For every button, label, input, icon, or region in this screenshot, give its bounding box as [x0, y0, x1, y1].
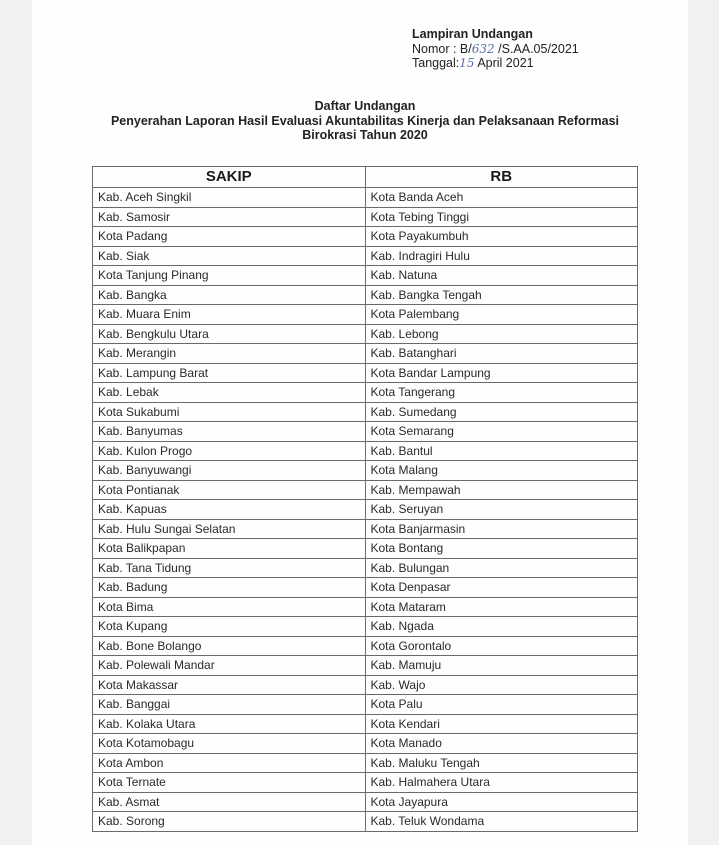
rb-cell: Kab. Bulungan — [365, 558, 638, 578]
table-row — [93, 597, 638, 617]
table-row — [93, 656, 638, 676]
sakip-cell: Kota Bima — [93, 597, 366, 617]
sakip-cell: Kab. Samosir — [93, 207, 366, 227]
letter-date — [412, 56, 579, 71]
rb-cell: Kab. Bantul — [365, 441, 638, 461]
sakip-cell: Kab. Badung — [93, 578, 366, 598]
rb-cell: Kota Palu — [365, 695, 638, 715]
table-row — [93, 324, 638, 344]
rb-cell: Kab. Mempawah — [365, 480, 638, 500]
sakip-cell: Kota Sukabumi — [93, 402, 366, 422]
rb-cell: Kota Bandar Lampung — [365, 363, 638, 383]
invitation-table — [92, 166, 638, 832]
sakip-cell: Kab. Kapuas — [93, 500, 366, 520]
rb-cell: Kab. Teluk Wondama — [365, 812, 638, 832]
sakip-cell: Kota Makassar — [93, 675, 366, 695]
table-row — [93, 519, 638, 539]
sakip-cell: Kab. Kolaka Utara — [93, 714, 366, 734]
sakip-cell: Kota Balikpapan — [93, 539, 366, 559]
sakip-cell: Kota Tanjung Pinang — [93, 266, 366, 286]
table-header-row — [93, 167, 638, 188]
rb-cell: Kab. Wajo — [365, 675, 638, 695]
table-row — [93, 695, 638, 715]
table-row — [93, 636, 638, 656]
table-row — [93, 461, 638, 481]
sakip-cell: Kota Pontianak — [93, 480, 366, 500]
rb-cell: Kota Bontang — [365, 539, 638, 559]
table-row — [93, 753, 638, 773]
rb-cell: Kab. Bangka Tengah — [365, 285, 638, 305]
sakip-cell: Kab. Banyuwangi — [93, 461, 366, 481]
sakip-cell: Kab. Banggai — [93, 695, 366, 715]
table-row — [93, 344, 638, 364]
rb-cell: Kota Tebing Tinggi — [365, 207, 638, 227]
rb-cell: Kab. Maluku Tengah — [365, 753, 638, 773]
table-row — [93, 675, 638, 695]
rb-cell: Kab. Sumedang — [365, 402, 638, 422]
sakip-cell: Kab. Hulu Sungai Selatan — [93, 519, 366, 539]
rb-cell: Kota Manado — [365, 734, 638, 754]
document-heading — [92, 99, 638, 143]
sakip-cell: Kab. Asmat — [93, 792, 366, 812]
sakip-cell: Kota Ternate — [93, 773, 366, 793]
rb-cell: Kota Kendari — [365, 714, 638, 734]
letter-number — [412, 42, 579, 57]
table-row — [93, 773, 638, 793]
sakip-cell: Kab. Sorong — [93, 812, 366, 832]
attachment-title: Lampiran Undangan — [412, 27, 533, 41]
table-row — [93, 266, 638, 286]
rb-cell: Kab. Mamuju — [365, 656, 638, 676]
table-row — [93, 812, 638, 832]
table-row — [93, 578, 638, 598]
rb-cell: Kota Tangerang — [365, 383, 638, 403]
sakip-cell: Kab. Aceh Singkil — [93, 188, 366, 208]
sakip-cell: Kab. Siak — [93, 246, 366, 266]
table-row — [93, 714, 638, 734]
sakip-cell: Kab. Kulon Progo — [93, 441, 366, 461]
rb-cell: Kota Jayapura — [365, 792, 638, 812]
heading-line-2: Penyerahan Laporan Hasil Evaluasi Akuntabilitas Kinerja dan Pelaksanaan Reformasi — [110, 113, 620, 128]
table-row — [93, 734, 638, 754]
letter-number-label: Nomor : B/ — [412, 41, 472, 56]
column-header-sakip: SAKIP — [93, 167, 366, 188]
sakip-cell: Kab. Tana Tidung — [93, 558, 366, 578]
table-row — [93, 285, 638, 305]
sakip-cell: Kab. Bangka — [93, 285, 366, 305]
table-row — [93, 422, 638, 442]
table-body — [93, 188, 638, 832]
sakip-cell: Kota Kotamobagu — [93, 734, 366, 754]
table-row — [93, 539, 638, 559]
sakip-cell: Kab. Muara Enim — [93, 305, 366, 325]
sakip-cell: Kab. Polewali Mandar — [93, 656, 366, 676]
rb-cell: Kota Mataram — [365, 597, 638, 617]
rb-cell: Kota Banjarmasin — [365, 519, 638, 539]
heading-line-3: Birokrasi Tahun 2020 — [302, 128, 428, 142]
table-row — [93, 558, 638, 578]
rb-cell: Kota Payakumbuh — [365, 227, 638, 247]
table-row — [93, 246, 638, 266]
sakip-cell: Kota Padang — [93, 227, 366, 247]
rb-cell: Kab. Batanghari — [365, 344, 638, 364]
table-row — [93, 207, 638, 227]
rb-cell: Kota Semarang — [365, 422, 638, 442]
heading-line-1: Daftar Undangan — [314, 99, 416, 113]
attachment-header — [412, 27, 579, 71]
letter-number-suffix: /S.AA.05/2021 — [494, 41, 579, 56]
sakip-cell: Kota Kupang — [93, 617, 366, 637]
letter-date-handwritten: 15 — [459, 56, 475, 70]
rb-cell: Kab. Seruyan — [365, 500, 638, 520]
rb-cell: Kab. Indragiri Hulu — [365, 246, 638, 266]
table-row — [93, 617, 638, 637]
rb-cell: Kab. Lebong — [365, 324, 638, 344]
sakip-cell: Kab. Banyumas — [93, 422, 366, 442]
letter-date-suffix: April 2021 — [474, 56, 534, 70]
table-row — [93, 363, 638, 383]
sakip-cell: Kab. Lebak — [93, 383, 366, 403]
letter-date-label: Tanggal: — [412, 56, 460, 70]
rb-cell: Kab. Halmahera Utara — [365, 773, 638, 793]
table-row — [93, 383, 638, 403]
rb-cell: Kota Banda Aceh — [365, 188, 638, 208]
rb-cell: Kota Palembang — [365, 305, 638, 325]
sakip-cell: Kab. Bone Bolango — [93, 636, 366, 656]
rb-cell: Kota Gorontalo — [365, 636, 638, 656]
table-row — [93, 441, 638, 461]
table-row — [93, 188, 638, 208]
sakip-cell: Kab. Lampung Barat — [93, 363, 366, 383]
table-row — [93, 792, 638, 812]
sakip-cell: Kab. Bengkulu Utara — [93, 324, 366, 344]
sakip-cell: Kab. Merangin — [93, 344, 366, 364]
rb-cell: Kab. Natuna — [365, 266, 638, 286]
rb-cell: Kab. Ngada — [365, 617, 638, 637]
table-row — [93, 227, 638, 247]
table-row — [93, 480, 638, 500]
rb-cell: Kota Malang — [365, 461, 638, 481]
table-row — [93, 402, 638, 422]
column-header-rb: RB — [365, 167, 638, 188]
rb-cell: Kota Denpasar — [365, 578, 638, 598]
sakip-cell: Kota Ambon — [93, 753, 366, 773]
letter-number-handwritten: 632 — [471, 41, 495, 56]
table-row — [93, 500, 638, 520]
table-row — [93, 305, 638, 325]
